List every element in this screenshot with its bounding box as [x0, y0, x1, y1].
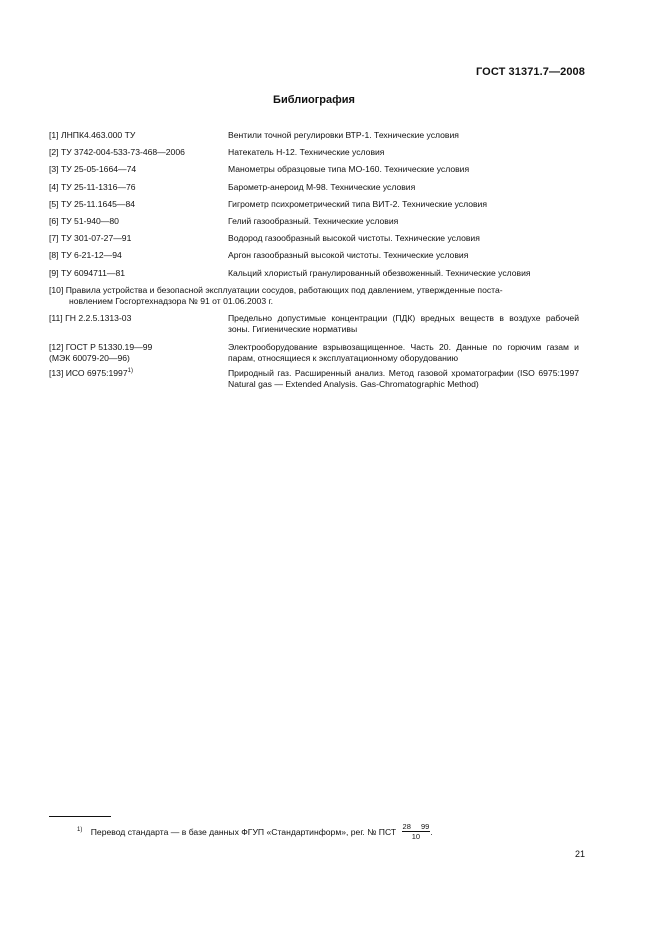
bibliography-list: [49, 130, 579, 396]
bibliography-entry: [49, 147, 579, 158]
entry-desc: Манометры образцовые типа МО-160. Технические условия: [228, 164, 470, 175]
bibliography-simple-entries: [49, 130, 579, 279]
entry-ref: [1] ЛНПК4.463.000 ТУ: [49, 130, 136, 140]
entry-ref: [8] ТУ 6-21-12—94: [49, 250, 122, 261]
entry-13-ref: [49, 368, 228, 390]
bibliography-entry: [49, 268, 579, 279]
entry-11-ref: [11] ГН 2.2.5.1313-03: [49, 313, 132, 324]
bibliography-entry-11: [49, 313, 579, 335]
entry-desc: Гигрометр психрометрический типа ВИТ-2. Технические условия: [228, 198, 488, 209]
footnote-text: Перевод стандарта — в базе данных ФГУП «Стандартинформ», рег. № ПСТ: [90, 826, 397, 837]
bibliography-entry-12: [49, 342, 579, 364]
bibliography-entry: [49, 199, 579, 210]
bibliography-entry: [49, 182, 579, 193]
entry-ref: [5] ТУ 25-11.1645—84: [49, 198, 136, 209]
bibliography-entry: [49, 216, 579, 227]
footnote: [77, 823, 433, 842]
bibliography-entry: [49, 130, 579, 141]
bibliography-entry: [49, 164, 579, 175]
entry-desc: Натекатель Н-12. Технические условия: [228, 147, 385, 158]
entry-desc: Вентили точной регулировки ВТР-1. Технические условия: [228, 130, 459, 140]
fraction-denominator: 10: [411, 832, 421, 841]
entry-ref: [9] ТУ 6094711—81: [49, 267, 126, 278]
footnote-marker: 1): [127, 368, 133, 375]
footnote-rule: [49, 816, 111, 817]
footnote-mark: 1): [77, 826, 83, 833]
entry-desc: Гелий газообразный. Технические условия: [228, 216, 399, 227]
registration-fraction: [402, 822, 431, 841]
entry-13-ref-text: [13] ИСО 6975:1997: [49, 368, 128, 379]
bibliography-entry: [49, 250, 579, 261]
fraction-numerator: 28 99: [402, 822, 430, 831]
entry-ref: [7] ТУ 301-07-27—91: [49, 233, 132, 244]
entry-ref: [3] ТУ 25-05-1664—74: [49, 164, 137, 175]
entry-12-ref: [49, 342, 228, 364]
entry-10-line2: новлением Госгортехнадзора № 91 от 01.06.2003 г.: [69, 296, 273, 307]
entry-desc: Барометр-анероид М-98. Технические условия: [228, 181, 416, 192]
entry-desc: Кальций хлористый гранулированный обезвоженный. Технические условия: [228, 267, 531, 278]
bibliography-entry: [49, 233, 579, 244]
page-number: 21: [574, 849, 585, 859]
entry-11-desc: Предельно допустимые концентрации (ПДК) вредных веществ в воздухе рабочей зоны. Гигиенические нормативы: [228, 313, 579, 335]
standard-designation: ГОСТ 31371.7—2008: [475, 66, 585, 78]
entry-12-desc: Электрооборудование взрывозащищенное. Часть 20. Данные по горючим газам и парам, относящиеся к эксплуатационному оборудованию: [228, 341, 579, 363]
section-title: Библиография: [273, 94, 355, 106]
entry-13-desc: Природный газ. Расширенный анализ. Метод газовой хроматографии (ISO 6975:1997 Natural gas — Extended Analysis. Gas-Chromatographic Method): [228, 368, 579, 390]
entry-ref: [2] ТУ 3742-004-533-73-468—2006: [49, 147, 185, 158]
entry-10-line1: [10] Правила устройства и безопасной эксплуатации сосудов, работающих под давлением, утвержденные поста-: [49, 284, 503, 295]
entry-ref: [4] ТУ 25-11-1316—76: [49, 181, 136, 192]
bibliography-entry-10: [49, 285, 579, 307]
entry-desc: Водород газообразный высокой чистоты. Технические условия: [228, 233, 480, 244]
entry-12-ref-line1: [12] ГОСТ Р 51330.19—99: [49, 341, 153, 352]
entry-desc: Аргон газообразный высокой чистоты. Технические условия: [228, 250, 469, 261]
footnote-tail: .: [430, 826, 433, 837]
bibliography-entry-13: [49, 368, 579, 390]
entry-12-ref-line2: (МЭК 60079-20—96): [49, 352, 130, 363]
entry-ref: [6] ТУ 51-940—80: [49, 216, 119, 227]
